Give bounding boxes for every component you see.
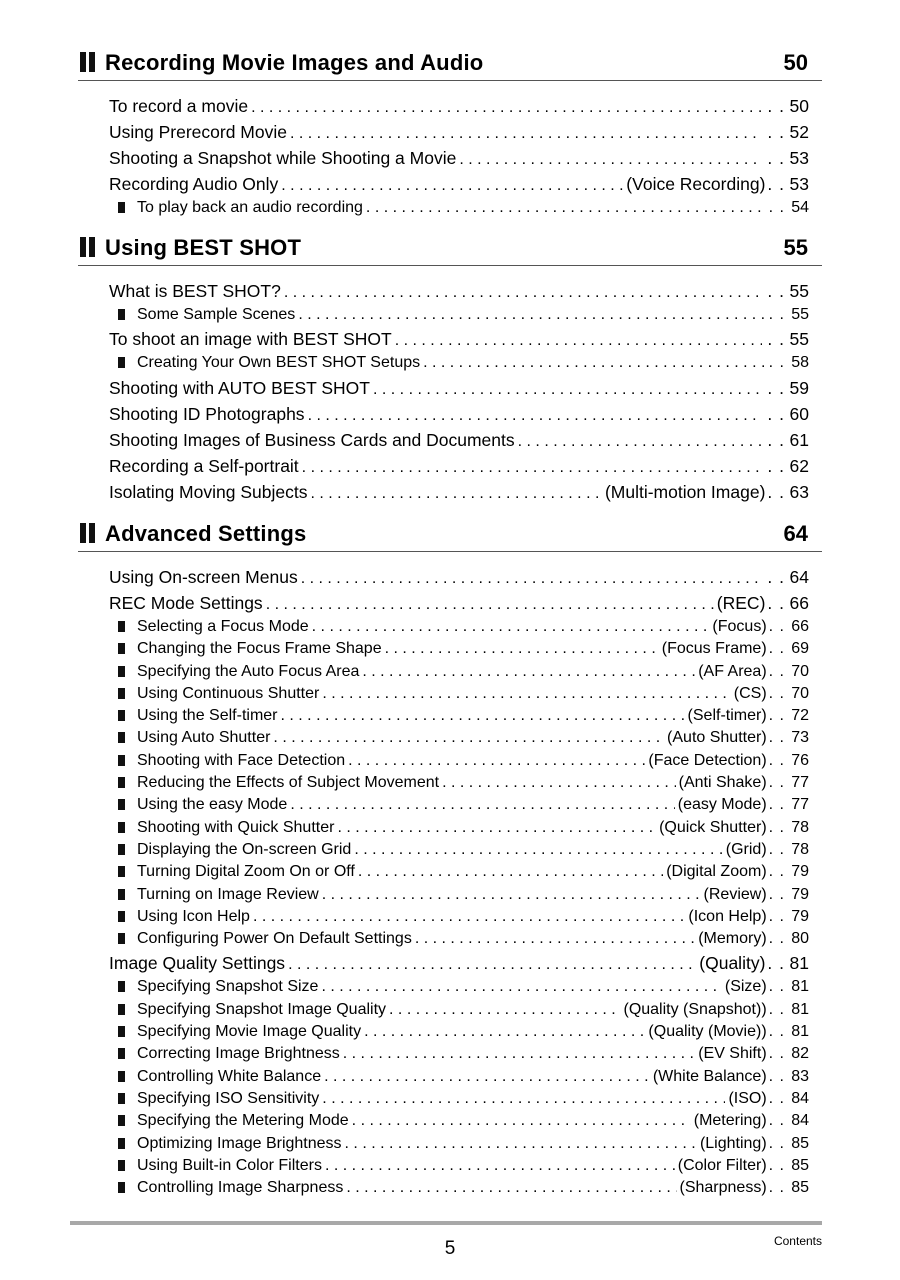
toc-entry[interactable]	[109, 171, 809, 197]
dot-leader: . .	[768, 662, 785, 680]
dot-leader	[322, 884, 701, 906]
entry-page-number: 55	[791, 306, 809, 323]
entry-label: Specifying Snapshot Size	[137, 978, 319, 996]
dot-leader: . .	[767, 403, 785, 424]
entry-label: Specifying the Metering Mode	[137, 1112, 349, 1130]
dot-leader: . .	[768, 930, 785, 948]
entry-menu-name: (Memory)	[698, 930, 767, 948]
toc-entry[interactable]	[109, 119, 809, 145]
toc-subentry[interactable]	[118, 683, 809, 705]
entry-page-number: 85	[791, 1134, 809, 1152]
entry-label: Shooting with Face Detection	[137, 751, 346, 769]
dot-leader	[321, 976, 721, 998]
dot-leader: . .	[767, 377, 785, 398]
dot-leader: . .	[768, 863, 785, 881]
dot-leader: . .	[768, 1067, 785, 1085]
bullet-square-icon	[118, 621, 125, 632]
entry-menu-name: (Quality (Movie))	[648, 1023, 767, 1041]
entry-label: Using On-screen Menus	[109, 567, 298, 587]
toc-subentry[interactable]	[118, 197, 809, 219]
entry-menu-name: (Grid)	[725, 840, 767, 858]
toc-subentry[interactable]	[118, 839, 809, 861]
entry-label: Displaying the On-screen Grid	[137, 840, 352, 858]
entry-page-number: 85	[791, 1156, 809, 1174]
entry-menu-name: (ISO)	[728, 1089, 767, 1107]
entry-menu-name: (Quality (Snapshot))	[623, 1000, 767, 1018]
entry-page-number: 77	[791, 796, 809, 814]
bullet-square-icon	[118, 1115, 125, 1126]
entry-label: Optimizing Image Brightness	[137, 1134, 342, 1152]
entry-page-number: 63	[789, 481, 809, 502]
toc-subentry[interactable]	[118, 1043, 809, 1065]
bullet-square-icon	[118, 889, 125, 900]
bullet-square-icon	[118, 911, 125, 922]
entry-page-number: 60	[789, 403, 809, 424]
entry-label: Isolating Moving Subjects	[109, 481, 308, 502]
dot-leader	[395, 328, 763, 352]
dot-leader	[364, 1021, 645, 1043]
entry-label: Specifying ISO Sensitivity	[137, 1089, 320, 1107]
entry-page-number: 85	[791, 1179, 809, 1197]
entry-label: Using Built-in Color Filters	[137, 1156, 322, 1174]
bullet-square-icon	[118, 710, 125, 721]
dot-leader	[281, 705, 685, 727]
entry-label: To record a movie	[109, 96, 249, 116]
bullet-square-icon	[118, 777, 125, 788]
dot-leader: . .	[768, 306, 785, 323]
toc-entry[interactable]	[109, 375, 809, 401]
entry-page-number: 84	[791, 1089, 809, 1107]
dot-leader: . .	[767, 481, 785, 502]
entry-page-number: 62	[789, 455, 809, 476]
section-title: Advanced Settings	[105, 521, 307, 546]
toc-entry[interactable]	[109, 453, 809, 479]
entry-page-number: 70	[791, 684, 809, 702]
entry-page-number: 84	[791, 1112, 809, 1130]
bullet-square-icon	[118, 309, 125, 320]
entry-menu-name: (AF Area)	[698, 662, 767, 680]
dot-leader: . .	[768, 684, 785, 702]
toc-subentry[interactable]	[118, 928, 809, 950]
bullet-square-icon	[118, 357, 125, 368]
dot-leader: . .	[768, 618, 785, 635]
entry-page-number: 55	[789, 281, 809, 301]
entry-page-number: 53	[789, 174, 809, 194]
dot-leader: . .	[767, 281, 785, 301]
entry-menu-name: (Icon Help)	[688, 907, 767, 925]
dot-leader: . .	[768, 729, 785, 747]
entry-page-number: 73	[791, 729, 809, 747]
dot-leader	[253, 906, 685, 928]
dot-leader: . .	[768, 1156, 785, 1174]
bullet-square-icon	[118, 1182, 125, 1193]
entry-page-number: 81	[791, 1000, 809, 1018]
toc-subentry[interactable]	[118, 794, 809, 816]
dot-leader: . .	[767, 329, 785, 350]
toc-entry[interactable]	[109, 427, 809, 453]
toc-subentry[interactable]	[118, 638, 809, 660]
bullet-square-icon	[118, 643, 125, 654]
dot-leader: . .	[767, 953, 785, 974]
toc-subentry[interactable]	[118, 999, 809, 1021]
toc-entry[interactable]	[109, 479, 809, 505]
section-page-number: 64	[783, 521, 808, 546]
toc-subentry[interactable]	[118, 1133, 809, 1155]
toc-entry[interactable]	[109, 145, 809, 171]
entry-page-number: 70	[791, 662, 809, 680]
dot-leader: . .	[767, 567, 785, 587]
page-number: 5	[444, 1238, 456, 1259]
bullet-square-icon	[118, 1071, 125, 1082]
entry-label: Shooting a Snapshot while Shooting a Movie	[109, 148, 457, 168]
dot-leader: . .	[768, 1089, 785, 1107]
entry-label: Recording a Self-portrait	[109, 455, 299, 476]
entry-menu-name: (Auto Shutter)	[667, 729, 767, 747]
entry-label: To play back an audio recording	[137, 199, 363, 216]
entry-label: Turning Digital Zoom On or Off	[137, 863, 355, 881]
toc-subentry[interactable]	[118, 352, 809, 374]
dot-leader	[415, 928, 695, 950]
toc-entry[interactable]	[109, 590, 809, 616]
section-page-number: 55	[783, 235, 808, 260]
dot-leader	[352, 1110, 691, 1132]
entry-label: Shooting with Quick Shutter	[137, 818, 335, 836]
toc-subentry[interactable]	[118, 616, 809, 638]
toc-subentry[interactable]	[118, 817, 809, 839]
entry-label: Shooting Images of Business Cards and Documents	[109, 429, 515, 450]
dot-leader: . .	[767, 593, 785, 613]
entry-menu-name: (Review)	[703, 885, 767, 903]
bullet-square-icon	[118, 1138, 125, 1149]
entry-page-number: 50	[789, 96, 809, 116]
entry-menu-name: (Multi-motion Image)	[604, 481, 766, 502]
entry-menu-name: (Lighting)	[699, 1134, 767, 1152]
entry-menu-name: (Anti Shake)	[678, 774, 767, 792]
dot-leader	[322, 1088, 725, 1110]
entry-page-number: 54	[791, 199, 809, 216]
entry-page-number: 78	[791, 840, 809, 858]
dot-leader	[284, 280, 763, 304]
entry-page-number: 59	[789, 377, 809, 398]
entry-menu-name: (REC)	[716, 593, 766, 613]
entry-menu-name: (Metering)	[693, 1112, 767, 1130]
bullet-square-icon	[118, 1048, 125, 1059]
entry-menu-name: (Self-timer)	[687, 707, 767, 725]
dot-leader: . .	[768, 199, 785, 216]
toc-subentry[interactable]	[118, 1110, 809, 1132]
entry-label: Some Sample Scenes	[137, 306, 296, 323]
dot-leader	[373, 377, 762, 401]
dot-leader: . .	[767, 174, 785, 194]
entry-page-number: 78	[791, 818, 809, 836]
toc-subentry[interactable]	[118, 1177, 809, 1199]
entry-label: Correcting Image Brightness	[137, 1045, 340, 1063]
dot-leader: . .	[768, 818, 785, 836]
entry-label: Specifying Snapshot Image Quality	[137, 1000, 387, 1018]
entry-label: REC Mode Settings	[109, 593, 263, 613]
dot-leader	[312, 616, 710, 638]
entry-menu-name: (Focus Frame)	[661, 640, 767, 658]
bullet-square-icon	[118, 688, 125, 699]
entry-label: Reducing the Effects of Subject Movement	[137, 774, 440, 792]
entry-menu-name: (Size)	[724, 978, 767, 996]
dot-leader: . .	[767, 122, 785, 142]
entry-page-number: 82	[791, 1045, 809, 1063]
dot-leader: . .	[768, 774, 785, 792]
entry-page-number: 79	[791, 885, 809, 903]
entry-label: Recording Audio Only	[109, 174, 279, 194]
section-entries	[0, 552, 900, 1199]
entry-label: Specifying Movie Image Quality	[137, 1023, 362, 1041]
entry-page-number: 80	[791, 930, 809, 948]
section-entries	[0, 81, 900, 219]
entry-label: Controlling Image Sharpness	[137, 1179, 344, 1197]
entry-menu-name: (easy Mode)	[677, 796, 767, 814]
entry-menu-name: (Sharpness)	[679, 1179, 767, 1197]
dot-leader: . .	[768, 978, 785, 996]
bullet-square-icon	[118, 1004, 125, 1015]
bullet-square-icon	[118, 981, 125, 992]
dot-leader	[345, 1133, 697, 1155]
dot-leader	[302, 455, 763, 479]
entry-label: Configuring Power On Default Settings	[137, 930, 412, 948]
dot-leader: . .	[768, 751, 785, 769]
entry-menu-name: (Color Filter)	[677, 1156, 767, 1174]
toc-subentry[interactable]	[118, 1021, 809, 1043]
toc-subentry[interactable]	[118, 1066, 809, 1088]
dot-leader	[358, 861, 663, 883]
dot-leader	[290, 794, 674, 816]
toc-subentry[interactable]	[118, 772, 809, 794]
section-page-number: 50	[783, 50, 808, 75]
entry-menu-name: (Focus)	[712, 618, 767, 635]
entry-page-number: 66	[789, 593, 809, 613]
dot-leader	[301, 566, 763, 590]
dot-leader: . .	[768, 885, 785, 903]
dot-leader	[266, 592, 714, 616]
entry-label: Turning on Image Review	[137, 885, 319, 903]
dot-leader	[337, 817, 656, 839]
toc-subentry[interactable]	[118, 661, 809, 683]
toc-section	[0, 235, 900, 505]
bullet-square-icon	[118, 866, 125, 877]
section-title: Using BEST SHOT	[105, 235, 302, 260]
toc-entry[interactable]	[109, 401, 809, 427]
toc-subentry[interactable]	[118, 727, 809, 749]
dot-leader	[348, 750, 645, 772]
dot-leader	[459, 147, 762, 171]
bullet-square-icon	[118, 799, 125, 810]
dot-leader	[288, 952, 696, 976]
entry-page-number: 81	[791, 1023, 809, 1041]
dot-leader	[362, 661, 695, 683]
dot-leader	[298, 304, 763, 326]
toc-entry[interactable]	[109, 564, 809, 590]
dot-leader	[366, 197, 764, 219]
entry-label: To shoot an image with BEST SHOT	[109, 329, 392, 350]
entry-label: Image Quality Settings	[109, 953, 286, 974]
entry-page-number: 79	[791, 863, 809, 881]
entry-page-number: 81	[789, 953, 809, 974]
dot-leader	[442, 772, 676, 794]
bullet-square-icon	[118, 666, 125, 677]
entry-label: Using the Self-timer	[137, 707, 278, 725]
entry-label: Creating Your Own BEST SHOT Setups	[137, 354, 421, 372]
entry-menu-name: (Face Detection)	[648, 751, 767, 769]
bullet-square-icon	[118, 933, 125, 944]
dot-leader: . .	[768, 707, 785, 725]
bullet-square-icon	[118, 1160, 125, 1171]
bullet-square-icon	[118, 1026, 125, 1037]
entry-page-number: 61	[789, 429, 809, 450]
dot-leader: . .	[767, 429, 785, 450]
toc-section	[0, 521, 900, 1199]
entry-menu-name: (Quality)	[699, 953, 766, 974]
entry-menu-name: (Voice Recording)	[626, 174, 766, 194]
toc-entry[interactable]	[109, 93, 809, 119]
entry-page-number: 72	[791, 707, 809, 725]
section-entries	[0, 266, 900, 505]
entry-page-number: 76	[791, 751, 809, 769]
toc-entry[interactable]	[109, 950, 809, 976]
dot-leader: . .	[767, 148, 785, 168]
dot-leader: . .	[768, 1023, 785, 1041]
entry-menu-name: (Digital Zoom)	[666, 863, 767, 881]
dot-leader	[324, 1066, 650, 1088]
entry-label: Using Icon Help	[137, 907, 250, 925]
entry-label: Shooting with AUTO BEST SHOT	[109, 377, 370, 398]
bullet-square-icon	[118, 844, 125, 855]
bullet-square-icon	[118, 1093, 125, 1104]
toc-subentry[interactable]	[118, 884, 809, 906]
dot-leader: . .	[768, 1045, 785, 1063]
dot-leader	[346, 1177, 676, 1199]
entry-page-number: 53	[789, 148, 809, 168]
entry-page-number: 52	[789, 122, 809, 142]
dot-leader: . .	[768, 640, 785, 658]
toc-subentry[interactable]	[118, 861, 809, 883]
dot-leader	[273, 727, 664, 749]
dot-leader	[308, 403, 763, 427]
entry-label: Shooting ID Photographs	[109, 403, 305, 424]
entry-page-number: 77	[791, 774, 809, 792]
toc-subentry[interactable]	[118, 906, 809, 928]
entry-label: Controlling White Balance	[137, 1067, 322, 1085]
entry-label: Selecting a Focus Mode	[137, 618, 309, 635]
footer-divider	[70, 1221, 822, 1225]
toc-entry[interactable]	[109, 326, 809, 352]
dot-leader	[325, 1155, 675, 1177]
dot-leader: . .	[768, 354, 785, 372]
toc-subentry[interactable]	[118, 1088, 809, 1110]
section-marker-icon	[80, 52, 97, 72]
dot-leader	[251, 95, 762, 119]
dot-leader: . .	[768, 1134, 785, 1152]
dot-leader: . .	[768, 840, 785, 858]
entry-label: Using Prerecord Movie	[109, 122, 287, 142]
dot-leader: . .	[768, 1179, 785, 1197]
dot-leader	[281, 173, 623, 197]
entry-page-number: 55	[789, 329, 809, 350]
dot-leader: . .	[768, 1000, 785, 1018]
entry-menu-name: (CS)	[733, 684, 767, 702]
entry-page-number: 58	[791, 354, 809, 372]
bullet-square-icon	[118, 202, 125, 213]
section-heading	[78, 50, 822, 81]
toc-subentry[interactable]	[118, 705, 809, 727]
entry-page-number: 69	[791, 640, 809, 658]
toc-subentry[interactable]	[118, 976, 809, 998]
bullet-square-icon	[118, 822, 125, 833]
section-marker-icon	[80, 237, 97, 257]
entry-label: Specifying the Auto Focus Area	[137, 662, 360, 680]
dot-leader	[389, 999, 620, 1021]
section-heading	[78, 521, 822, 552]
entry-menu-name: (Quick Shutter)	[659, 818, 767, 836]
dot-leader: . .	[768, 907, 785, 925]
toc-section	[0, 50, 900, 219]
entry-page-number: 64	[789, 567, 809, 587]
dot-leader	[518, 429, 763, 453]
dot-leader	[423, 352, 764, 374]
entry-menu-name: (White Balance)	[652, 1067, 767, 1085]
section-marker-icon	[80, 523, 97, 543]
entry-menu-name: (EV Shift)	[698, 1045, 767, 1063]
dot-leader	[343, 1043, 695, 1065]
entry-page-number: 66	[791, 618, 809, 635]
toc-subentry[interactable]	[118, 1155, 809, 1177]
entry-page-number: 81	[791, 978, 809, 996]
dot-leader: . .	[768, 1112, 785, 1130]
entry-page-number: 79	[791, 907, 809, 925]
dot-leader	[310, 481, 601, 505]
toc-entry[interactable]	[109, 278, 809, 304]
footer-contents-link[interactable]: Contents	[773, 1234, 822, 1248]
dot-leader	[290, 121, 762, 145]
bullet-square-icon	[118, 732, 125, 743]
dot-leader: . .	[767, 455, 785, 476]
entry-label: Using Continuous Shutter	[137, 684, 320, 702]
dot-leader	[354, 839, 722, 861]
dot-leader: . .	[768, 796, 785, 814]
entry-label: Using the easy Mode	[137, 796, 288, 814]
dot-leader	[385, 638, 659, 660]
toc-subentry[interactable]	[118, 304, 809, 326]
bullet-square-icon	[118, 755, 125, 766]
entry-page-number: 83	[791, 1067, 809, 1085]
entry-label: Using Auto Shutter	[137, 729, 271, 747]
entry-label: Changing the Focus Frame Shape	[137, 640, 382, 658]
section-heading	[78, 235, 822, 266]
toc-subentry[interactable]	[118, 750, 809, 772]
entry-label: What is BEST SHOT?	[109, 281, 281, 301]
dot-leader: . .	[767, 96, 785, 116]
dot-leader	[322, 683, 730, 705]
section-title: Recording Movie Images and Audio	[105, 50, 484, 75]
